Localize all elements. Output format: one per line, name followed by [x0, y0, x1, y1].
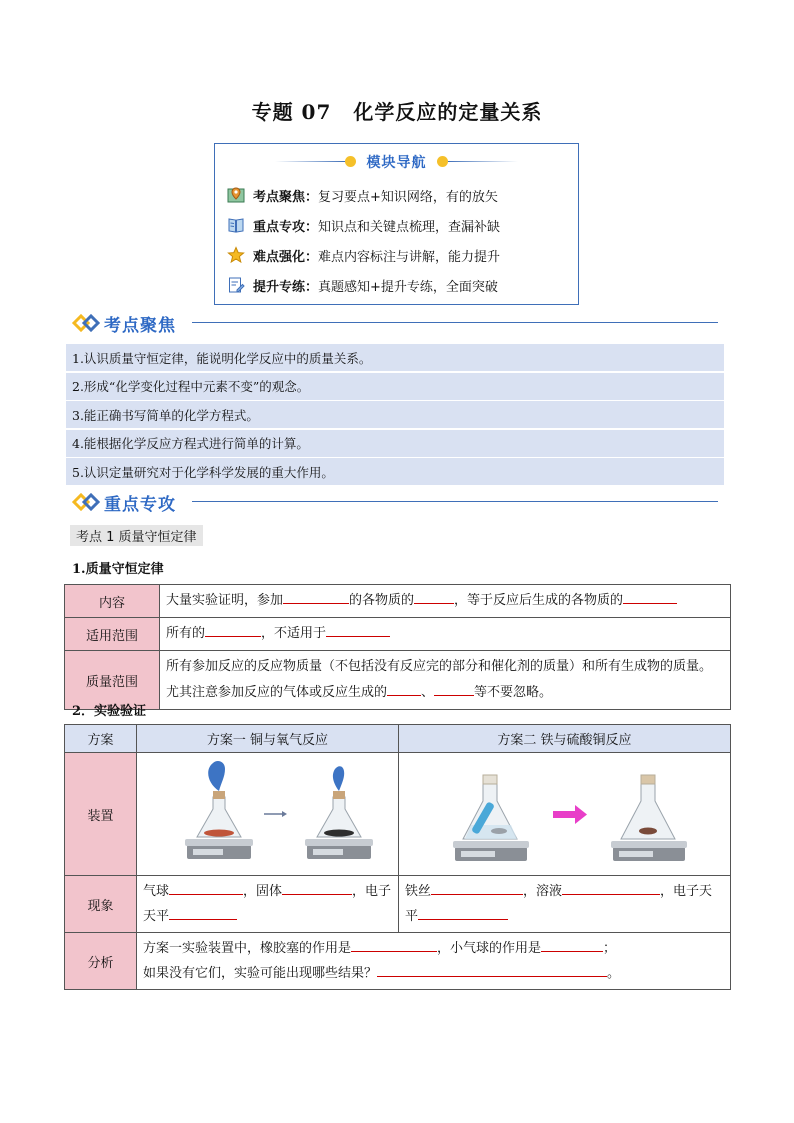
apparatus-image-cell-1 — [137, 753, 399, 876]
nav-item-key: 考点聚焦： — [253, 189, 319, 205]
table-row — [65, 876, 731, 933]
cell-text: ，电子天平 — [405, 884, 713, 924]
fill-blank[interactable] — [169, 905, 237, 920]
list-item: 3.能正确书写简单的化学方程式。 — [66, 401, 724, 428]
nav-item-desc: 复习要点+知识网络，有的放矢 — [318, 189, 498, 205]
header-dot-right — [437, 156, 448, 167]
edit-document-icon — [227, 276, 245, 294]
table-row — [65, 725, 731, 753]
section-title: 考点聚焦 — [104, 316, 176, 336]
row-label: 装置 — [65, 753, 137, 876]
nav-item-key: 难点强化： — [253, 249, 319, 265]
cell-text: 气球 — [143, 884, 170, 899]
double-chevron-icon — [72, 493, 102, 511]
subheading-law: 1.质量守恒定律 — [72, 562, 164, 577]
cell-text: ，固体 — [243, 884, 283, 899]
row-label: 质量范围 — [65, 651, 160, 710]
nav-item-desc: 知识点和关键点梳理，查漏补缺 — [318, 219, 501, 235]
nav-item-focus — [227, 184, 498, 206]
table-row — [65, 618, 731, 651]
fill-blank[interactable] — [541, 937, 603, 952]
cell-text: 方案一实验装置中，橡胶塞的作用是 — [143, 941, 352, 956]
fill-blank[interactable] — [169, 880, 243, 895]
nav-item-key-points — [227, 214, 500, 236]
fill-blank[interactable] — [623, 589, 677, 604]
subheading-experiment: 2．实验验证 — [72, 704, 147, 719]
fill-blank[interactable] — [418, 905, 508, 920]
cell-text: 的各物质的 — [349, 593, 415, 608]
section-divider — [192, 501, 718, 502]
list-item: 5.认识定量研究对于化学科学发展的重大作用。 — [66, 458, 724, 485]
copper-oxygen-apparatus-image — [137, 753, 397, 871]
table-cell — [160, 618, 731, 651]
cell-text: ，小气球的作用是 — [437, 941, 542, 956]
cell-text: 、 — [421, 685, 435, 700]
fill-blank[interactable] — [282, 880, 352, 895]
cell-text: 铁丝 — [405, 884, 432, 899]
cell-text: ，电子天平 — [143, 884, 392, 924]
apparatus-after — [305, 766, 373, 859]
header-line-right — [448, 161, 518, 162]
nav-item-key: 重点专攻： — [253, 219, 319, 235]
cell-text: 。 — [607, 966, 621, 981]
focus-points-list — [66, 344, 724, 487]
fill-blank[interactable] — [351, 937, 437, 952]
table-cell — [399, 876, 731, 933]
fill-blank[interactable] — [283, 589, 349, 604]
arrow-icon — [553, 805, 587, 824]
iron-copper-sulfate-apparatus-image — [399, 753, 729, 871]
cell-text: 如果没有它们，实验可能出现哪些结果？ — [143, 966, 378, 981]
nav-item-key: 提升专练： — [253, 279, 319, 295]
row-label: 内容 — [65, 585, 160, 618]
cell-text: 大量实验证明，参加 — [166, 593, 284, 608]
cell-text: ，等于反应后生成的各物质的 — [454, 593, 624, 608]
fill-blank[interactable] — [431, 880, 523, 895]
section-title: 重点专攻 — [104, 495, 176, 515]
fill-blank[interactable] — [562, 880, 660, 895]
list-item: 1.认识质量守恒定律，能说明化学反应中的质量关系。 — [66, 344, 724, 371]
experiment-table — [64, 724, 731, 990]
title-topic-number: 专题 07 — [251, 100, 332, 124]
fill-blank[interactable] — [387, 681, 421, 696]
fill-blank[interactable] — [326, 622, 390, 637]
table-cell — [160, 585, 731, 618]
cell-text: ； — [603, 941, 617, 956]
page-title — [0, 96, 794, 125]
table-cell — [160, 651, 731, 710]
table-row — [65, 651, 731, 710]
row-label: 适用范围 — [65, 618, 160, 651]
nav-item-practice — [227, 274, 498, 296]
apparatus-image-cell-2 — [399, 753, 731, 876]
fill-blank[interactable] — [414, 589, 454, 604]
module-navigation-header — [215, 152, 578, 172]
list-item: 2.形成“化学变化过程中元素不变”的观念。 — [66, 373, 724, 400]
apparatus-before — [185, 761, 253, 859]
section-header-key-points — [72, 490, 718, 514]
fill-blank[interactable] — [205, 622, 261, 637]
fill-blank[interactable] — [434, 681, 474, 696]
cell-text: 所有的 — [166, 626, 206, 641]
table-row — [65, 933, 731, 990]
row-label: 现象 — [65, 876, 137, 933]
module-navigation-box — [214, 143, 579, 305]
table-row — [65, 585, 731, 618]
map-pin-icon — [227, 186, 245, 204]
cell-text: 等不要忽略。 — [474, 685, 553, 700]
section-divider — [192, 322, 718, 323]
cell-text: 所有参加反应的反应物质量（不包括没有反应完的部分和催化剂的质量）和所有生成物的质量。尤其注意参加反应的气体或反应生成的 — [166, 659, 713, 700]
column-header: 方案二 铁与硫酸铜反应 — [399, 725, 731, 753]
topic-label: 考点 1 质量守恒定律 — [70, 525, 203, 546]
apparatus-before — [453, 775, 529, 861]
table-cell — [137, 876, 399, 933]
column-header: 方案 — [65, 725, 137, 753]
fill-blank[interactable] — [377, 962, 607, 977]
table-row — [65, 753, 731, 876]
cell-text: ，不适用于 — [261, 626, 327, 641]
row-label: 分析 — [65, 933, 137, 990]
module-navigation-heading: 模块导航 — [366, 155, 427, 171]
nav-item-difficulty — [227, 244, 500, 266]
nav-item-desc: 真题感知+提升专练，全面突破 — [318, 279, 498, 295]
column-header: 方案一 铜与氧气反应 — [137, 725, 399, 753]
star-icon — [227, 246, 245, 264]
list-item: 4.能根据化学反应方程式进行简单的计算。 — [66, 430, 724, 457]
cell-text: ，溶液 — [523, 884, 563, 899]
double-chevron-icon — [72, 314, 102, 332]
section-header-focus — [72, 311, 718, 335]
law-table — [64, 584, 731, 710]
apparatus-after — [611, 775, 687, 861]
title-topic-name: 化学反应的定量关系 — [353, 100, 543, 124]
table-cell — [137, 933, 731, 990]
book-icon — [227, 216, 245, 234]
nav-item-desc: 难点内容标注与讲解，能力提升 — [318, 249, 501, 265]
